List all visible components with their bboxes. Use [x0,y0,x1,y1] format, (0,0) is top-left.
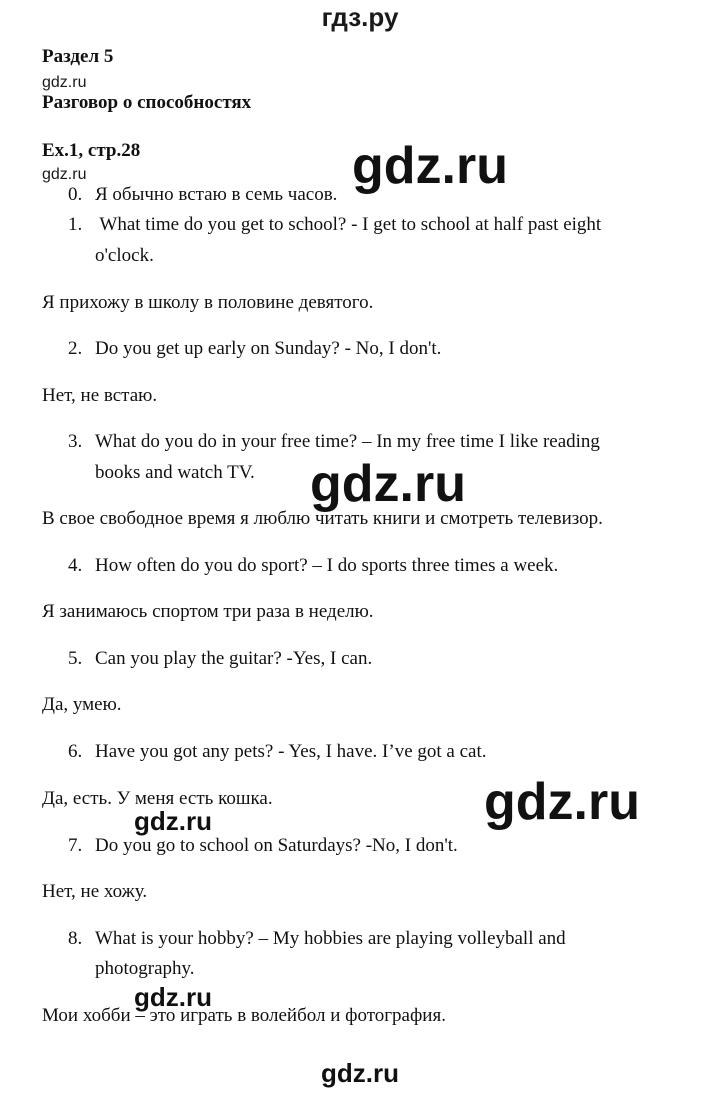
item-text: What do you do in your free time? – In my free time I like reading [95,431,600,452]
item-number: 3. [68,431,83,452]
site-header: гдз.ру [321,2,399,32]
item-text: Do you get up early on Sunday? - No, I don't. [95,338,442,359]
item-text: Do you go to school on Saturdays? -No, I don't. [95,835,458,856]
item-text-continued: books and watch TV. [95,462,255,483]
watermark-medium: gdz.ru [134,982,212,1012]
item-number: 0. [68,184,83,205]
item-text: What is your hobby? – My hobbies are playing volleyball and [95,928,566,949]
answer-text: Да, умею. [42,694,122,715]
exercise-label: Ex.1, стр.28 [42,140,141,161]
answer-text: Мои хобби – это играть в волейбол и фотография. [42,1005,446,1026]
list-item [68,648,372,670]
footer-watermark: gdz.ru [321,1058,399,1088]
item-text: How often do you do sport? – I do sports three times a week. [95,555,559,576]
answer-text: Нет, не встаю. [42,385,158,406]
list-item [68,928,566,950]
section-subtitle: Разговор о способностях [42,92,252,113]
watermark-medium: gdz.ru [134,806,212,836]
watermark-big: gdz.ru [484,773,640,831]
item-number: 2. [68,338,83,359]
list-item [68,338,441,360]
list-item [68,431,600,453]
section-title: Раздел 5 [42,46,114,67]
watermark-big: gdz.ru [352,137,508,195]
list-item [68,214,601,236]
item-number: 1. [68,214,83,235]
answer-text: Я занимаюсь спортом три раза в неделю. [42,601,374,622]
answer-text: Я прихожу в школу в половине девятого. [42,292,374,313]
item-number: 8. [68,928,83,949]
watermark-big: gdz.ru [310,455,466,513]
answer-text: Да, есть. У меня есть кошка. [42,788,273,809]
item-number: 4. [68,555,83,576]
watermark-small: gdz.ru [42,166,87,183]
item-text: Have you got any pets? - Yes, I have. I’ve got a cat. [95,741,487,762]
list-item [68,835,458,857]
item-text: Я обычно встаю в семь часов. [95,184,338,205]
item-number: 6. [68,741,83,762]
item-text-continued: photography. [95,958,195,979]
list-item [68,184,337,206]
answer-text: В свое свободное время я люблю читать книги и смотреть телевизор. [42,508,603,529]
list-item [68,555,558,577]
item-text-continued: o'clock. [95,245,154,266]
list-item [68,741,487,763]
item-text: What time do you get to school? - I get to school at half past eight [95,214,602,235]
watermark-small: gdz.ru [42,74,87,91]
item-number: 7. [68,835,83,856]
item-text: Can you play the guitar? -Yes, I can. [95,648,373,669]
answer-text: Нет, не хожу. [42,881,148,902]
item-number: 5. [68,648,83,669]
